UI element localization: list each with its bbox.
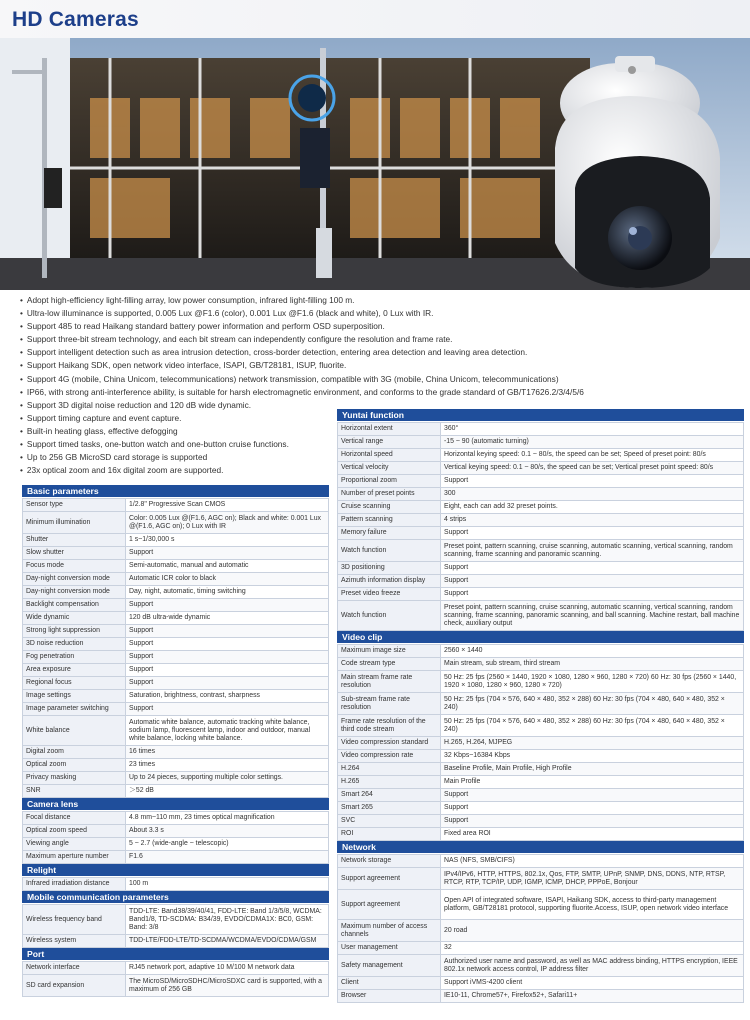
- spec-key: Proportional zoom: [338, 475, 441, 488]
- spec-key: Optical zoom: [23, 759, 126, 772]
- spec-value: Horizontal keying speed: 0.1 ~ 80/s, the speed can be set; Speed of preset point: 80/s: [441, 449, 744, 462]
- spec-value: About 3.3 s: [126, 825, 329, 838]
- spec-key: Digital zoom: [23, 746, 126, 759]
- spec-row: [338, 501, 744, 514]
- spec-row: [23, 746, 329, 759]
- spec-row: [338, 942, 744, 955]
- spec-key: Regional focus: [23, 677, 126, 690]
- spec-value: 120 dB ultra-wide dynamic: [126, 612, 329, 625]
- spec-row: [23, 612, 329, 625]
- feature-item: • Built-in heating glass, effective defogging: [20, 425, 740, 438]
- spec-row: [338, 855, 744, 868]
- spec-key: Viewing angle: [23, 838, 126, 851]
- spec-value: 1/2.8" Progressive Scan CMOS: [126, 499, 329, 512]
- spec-row: [23, 560, 329, 573]
- spec-row: [23, 716, 329, 746]
- spec-row: [23, 677, 329, 690]
- spec-key: Cruise scanning: [338, 501, 441, 514]
- spec-row: [338, 868, 744, 890]
- spec-value: 16 times: [126, 746, 329, 759]
- section-header: Mobile communication parameters: [22, 891, 329, 904]
- spec-row: [23, 935, 329, 948]
- section-header: Video clip: [337, 631, 744, 644]
- hero-illustration: [0, 38, 750, 290]
- spec-row: [23, 534, 329, 547]
- spec-key: Wireless system: [23, 935, 126, 948]
- spec-row: [23, 975, 329, 997]
- spec-key: Memory failure: [338, 527, 441, 540]
- spec-value: 5 ~ 2.7 (wide-angle ~ telescopic): [126, 838, 329, 851]
- spec-row: [23, 838, 329, 851]
- spec-row: [23, 962, 329, 975]
- section-header: Yuntai function: [337, 409, 744, 422]
- spec-value: Support: [126, 651, 329, 664]
- spec-value: Support: [126, 599, 329, 612]
- spec-key: Image parameter switching: [23, 703, 126, 716]
- left-spec-column: [22, 485, 329, 997]
- spec-key: Support agreement: [338, 868, 441, 890]
- spec-value: Support: [126, 664, 329, 677]
- spec-row: [338, 588, 744, 601]
- spec-value: Main Profile: [441, 776, 744, 789]
- spec-row: [23, 512, 329, 534]
- spec-row: [23, 878, 329, 891]
- spec-row: [23, 772, 329, 785]
- spec-value: F1.6: [126, 851, 329, 864]
- spec-value: Support iVMS-4200 client: [441, 977, 744, 990]
- spec-value: Baseline Profile, Main Profile, High Profile: [441, 763, 744, 776]
- spec-key: 3D noise reduction: [23, 638, 126, 651]
- spec-value: Support: [441, 815, 744, 828]
- spec-value: -15 ~ 90 (automatic turning): [441, 436, 744, 449]
- spec-value: Semi-automatic, manual and automatic: [126, 560, 329, 573]
- spec-key: User management: [338, 942, 441, 955]
- section-header: Camera lens: [22, 798, 329, 811]
- spec-value: Saturation, brightness, contrast, sharpness: [126, 690, 329, 703]
- spec-value: 50 Hz: 25 fps (704 × 576, 640 × 480, 352 × 288) 60 Hz: 30 fps (704 × 480, 640 × 480, 352 × 240): [441, 715, 744, 737]
- spec-value: Support: [441, 475, 744, 488]
- spec-key: SNR: [23, 785, 126, 798]
- spec-value: 2560 × 1440: [441, 645, 744, 658]
- spec-row: [338, 562, 744, 575]
- spec-key: Azimuth information display: [338, 575, 441, 588]
- spec-value: Support: [441, 789, 744, 802]
- spec-key: Browser: [338, 990, 441, 1003]
- spec-row: [338, 920, 744, 942]
- spec-key: Main stream frame rate resolution: [338, 671, 441, 693]
- feature-item: • Support 4G (mobile, China Unicom, telecommunications) network transmission, compatible with 3G (mobile, China Unicom, telecommunications): [20, 373, 740, 386]
- spec-row: [338, 750, 744, 763]
- spec-table: [22, 877, 329, 891]
- spec-row: [23, 638, 329, 651]
- spec-row: [338, 955, 744, 977]
- spec-value: Fixed area ROI: [441, 828, 744, 841]
- spec-value: ＞52 dB: [126, 785, 329, 798]
- spec-value: Preset point, pattern scanning, cruise scanning, automatic scanning, vertical scanning, random scanning, frame scanning and panoramic scanning.: [441, 540, 744, 562]
- spec-value: 300: [441, 488, 744, 501]
- spec-key: Frame rate resolution of the third code stream: [338, 715, 441, 737]
- spec-key: Optical zoom speed: [23, 825, 126, 838]
- spec-value: Support: [126, 638, 329, 651]
- spec-row: [23, 703, 329, 716]
- spec-key: Slow shutter: [23, 547, 126, 560]
- spec-row: [338, 802, 744, 815]
- spec-key: Support agreement: [338, 890, 441, 920]
- spec-row: [338, 671, 744, 693]
- spec-table: [337, 422, 744, 631]
- spec-key: Day-night conversion mode: [23, 586, 126, 599]
- spec-key: Privacy masking: [23, 772, 126, 785]
- spec-key: Wireless frequency band: [23, 905, 126, 935]
- feature-item: • Adopt high-efficiency light-filling array, low power consumption, infrared light-filling 100 m.: [20, 294, 740, 307]
- spec-value: TDD-LTE/FDD-LTE/TD-SCDMA/WCDMA/EVDO/CDMA/GSM: [126, 935, 329, 948]
- spec-value: Support: [126, 677, 329, 690]
- feature-item: • Up to 256 GB MicroSD card storage is supported: [20, 451, 740, 464]
- spec-value: 20 road: [441, 920, 744, 942]
- spec-value: 23 times: [126, 759, 329, 772]
- spec-value: Support: [126, 625, 329, 638]
- spec-row: [338, 693, 744, 715]
- spec-value: Vertical keying speed: 0.1 ~ 80/s, the speed can be set; Vertical preset point speed: 80/s: [441, 462, 744, 475]
- spec-table: [337, 854, 744, 1003]
- spec-key: SD card expansion: [23, 975, 126, 997]
- spec-row: [338, 715, 744, 737]
- spec-value: Authorized user name and password, as well as MAC address binding, HTTPS encryption, IEEE 802.1x network access control, IP address filter: [441, 955, 744, 977]
- spec-row: [338, 977, 744, 990]
- spec-key: Sensor type: [23, 499, 126, 512]
- section-header: Relight: [22, 864, 329, 877]
- spec-row: [338, 514, 744, 527]
- spec-value: 100 m: [126, 878, 329, 891]
- spec-row: [338, 462, 744, 475]
- spec-row: [23, 599, 329, 612]
- spec-key: Preset video freeze: [338, 588, 441, 601]
- spec-row: [23, 573, 329, 586]
- spec-key: ROI: [338, 828, 441, 841]
- spec-key: Maximum image size: [338, 645, 441, 658]
- spec-table: [337, 644, 744, 841]
- spec-row: [338, 488, 744, 501]
- spec-key: SVC: [338, 815, 441, 828]
- spec-value: 4.8 mm~110 mm, 23 times optical magnification: [126, 812, 329, 825]
- feature-item: • Support 485 to read Haikang standard battery power information and perform OSD superposition.: [20, 320, 740, 333]
- section-header: Port: [22, 948, 329, 961]
- spec-row: [23, 625, 329, 638]
- spec-value: Automatic white balance, automatic tracking white balance, sodium lamp, fluorescent lamp, indoor and outdoor, manual white balance, locking white balance.: [126, 716, 329, 746]
- spec-key: Minimum illumination: [23, 512, 126, 534]
- spec-row: [23, 905, 329, 935]
- spec-row: [338, 763, 744, 776]
- spec-key: Focus mode: [23, 560, 126, 573]
- spec-key: Infrared irradiation distance: [23, 878, 126, 891]
- spec-value: TDD-LTE: Band38/39/40/41, FDD-LTE: Band 1/3/5/8, WCDMA: Band1/8, TD-SCDMA: B34/39, EVDO/CDMA1X: BC0, GSM: Band: 3/8: [126, 905, 329, 935]
- spec-key: Maximum number of access channels: [338, 920, 441, 942]
- page-title: HD Cameras: [12, 8, 139, 31]
- spec-value: 50 Hz: 25 fps (704 × 576, 640 × 480, 352 × 288) 60 Hz: 30 fps (704 × 480, 640 × 480, 352 × 240): [441, 693, 744, 715]
- spec-row: [338, 890, 744, 920]
- spec-value: NAS (NFS, SMB/CIFS): [441, 855, 744, 868]
- spec-value: 1 s~1/30,000 s: [126, 534, 329, 547]
- spec-row: [23, 812, 329, 825]
- spec-key: H.264: [338, 763, 441, 776]
- feature-item: • Support Haikang SDK, open network video interface, ISAPI, GB/T28181, ISUP, fluorite.: [20, 359, 740, 372]
- spec-value: 32: [441, 942, 744, 955]
- spec-value: Day, night, automatic, timing switching: [126, 586, 329, 599]
- spec-value: Support: [441, 562, 744, 575]
- spec-value: Main stream, sub stream, third stream: [441, 658, 744, 671]
- spec-row: [338, 990, 744, 1003]
- spec-row: [338, 436, 744, 449]
- spec-key: Smart 264: [338, 789, 441, 802]
- spec-key: Video compression rate: [338, 750, 441, 763]
- spec-row: [23, 547, 329, 560]
- page-header: [0, 0, 750, 38]
- spec-row: [23, 825, 329, 838]
- spec-value: Eight, each can add 32 preset points.: [441, 501, 744, 514]
- spec-value: H.265, H.264, MJPEG: [441, 737, 744, 750]
- spec-row: [338, 575, 744, 588]
- spec-row: [338, 658, 744, 671]
- spec-value: Support: [126, 703, 329, 716]
- spec-key: Wide dynamic: [23, 612, 126, 625]
- spec-value: Color: 0.005 Lux @(F1.6, AGC on); Black and white: 0.001 Lux @(F1.6, AGC on); 0 Lux with IR: [126, 512, 329, 534]
- feature-item: • Support timing capture and event capture.: [20, 412, 740, 425]
- feature-item: • Support intelligent detection such as area intrusion detection, cross-border detection, entering area detection and leaving area detection.: [20, 346, 740, 359]
- spec-key: White balance: [23, 716, 126, 746]
- spec-value: Up to 24 pieces, supporting multiple color settings.: [126, 772, 329, 785]
- spec-key: Smart 265: [338, 802, 441, 815]
- spec-row: [23, 499, 329, 512]
- spec-value: IE10-11, Chrome57+, Firefox52+, Safari11+: [441, 990, 744, 1003]
- right-spec-column: [337, 409, 744, 1003]
- spec-key: Safety management: [338, 955, 441, 977]
- spec-value: Support: [441, 575, 744, 588]
- spec-table: [22, 904, 329, 948]
- spec-row: [23, 759, 329, 772]
- spec-row: [338, 449, 744, 462]
- spec-value: The MicroSD/MicroSDHC/MicroSDXC card is supported, with a maximum of 256 GB: [126, 975, 329, 997]
- spec-table: [22, 498, 329, 798]
- spec-row: [23, 664, 329, 677]
- spec-value: Support: [441, 527, 744, 540]
- spec-key: Number of preset points: [338, 488, 441, 501]
- spec-key: Strong light suppression: [23, 625, 126, 638]
- spec-key: Video compression standard: [338, 737, 441, 750]
- spec-row: [23, 586, 329, 599]
- spec-value: 360°: [441, 423, 744, 436]
- spec-key: Day-night conversion mode: [23, 573, 126, 586]
- spec-key: Image settings: [23, 690, 126, 703]
- spec-value: Support: [441, 588, 744, 601]
- spec-value: 50 Hz: 25 fps (2560 × 1440, 1920 × 1080, 1280 × 960, 1280 × 720) 60 Hz: 30 fps (2560 × 1440, 1920 × 1080, 1280 × 960, 1280 × 720): [441, 671, 744, 693]
- spec-table: [22, 811, 329, 864]
- spec-row: [338, 737, 744, 750]
- feature-item: • Support three-bit stream technology, and each bit stream can independently configure the resolution and frame rate.: [20, 333, 740, 346]
- spec-row: [338, 815, 744, 828]
- spec-row: [23, 690, 329, 703]
- spec-key: Network interface: [23, 962, 126, 975]
- spec-row: [338, 475, 744, 488]
- spec-value: Support: [441, 802, 744, 815]
- section-header: Network: [337, 841, 744, 854]
- spec-key: 3D positioning: [338, 562, 441, 575]
- spec-row: [338, 423, 744, 436]
- spec-key: Code stream type: [338, 658, 441, 671]
- spec-row: [338, 789, 744, 802]
- spec-row: [338, 645, 744, 658]
- spec-value: RJ45 network port, adaptive 10 M/100 M network data: [126, 962, 329, 975]
- spec-value: Preset point, pattern scanning, cruise scanning, automatic scanning, vertical scanning, random scanning, frame scanning, panoramic scanning, and ball scanning. Machine restart, ball machine check, auxiliary output: [441, 601, 744, 631]
- spec-row: [338, 601, 744, 631]
- spec-key: Backlight compensation: [23, 599, 126, 612]
- spec-row: [338, 776, 744, 789]
- spec-key: Watch function: [338, 540, 441, 562]
- spec-value: 32 Kbps~16384 Kbps: [441, 750, 744, 763]
- spec-row: [23, 851, 329, 864]
- spec-row: [23, 785, 329, 798]
- spec-row: [23, 651, 329, 664]
- spec-row: [338, 540, 744, 562]
- spec-key: Focal distance: [23, 812, 126, 825]
- feature-item: • 23x optical zoom and 16x digital zoom are supported.: [20, 464, 740, 477]
- feature-item: • IP66, with strong anti-interference ability, is suitable for harsh electromagnetic environment, and conforms to the grade standard of GB/T17626.2/3/4/5/6: [20, 386, 740, 399]
- spec-row: [338, 527, 744, 540]
- spec-key: Pattern scanning: [338, 514, 441, 527]
- feature-item: • Support timed tasks, one-button watch and one-button cruise functions.: [20, 438, 740, 451]
- spec-key: Horizontal extent: [338, 423, 441, 436]
- spec-key: Fog penetration: [23, 651, 126, 664]
- spec-key: Area exposure: [23, 664, 126, 677]
- spec-value: Open API of integrated software, ISAPI, Haikang SDK, access to third-party management platform, GB/T28181 protocol, supporting fluorite.Access, ISUP, open network video interface: [441, 890, 744, 920]
- spec-key: Horizontal speed: [338, 449, 441, 462]
- spec-key: Maximum aperture number: [23, 851, 126, 864]
- spec-table: [22, 961, 329, 997]
- spec-key: Network storage: [338, 855, 441, 868]
- spec-key: Sub-stream frame rate resolution: [338, 693, 441, 715]
- spec-key: Vertical range: [338, 436, 441, 449]
- spec-value: IPv4/IPv6, HTTP, HTTPS, 802.1x, Qos, FTP, SMTP, UPnP, SNMP, DNS, DDNS, NTP, RTSP, RTCP, RTP, TCP/IP, UDP, IGMP, ICMP, DHCP, PPPoE, Bonjour: [441, 868, 744, 890]
- spec-key: Client: [338, 977, 441, 990]
- spec-key: Vertical velocity: [338, 462, 441, 475]
- spec-value: Automatic ICR color to black: [126, 573, 329, 586]
- spec-value: 4 strips: [441, 514, 744, 527]
- feature-item: • Ultra-low illuminance is supported, 0.005 Lux @F1.6 (color), 0.001 Lux @F1.6 (black and white), 0 Lux with IR.: [20, 307, 740, 320]
- spec-key: Watch function: [338, 601, 441, 631]
- section-header: Basic parameters: [22, 485, 329, 498]
- feature-item: • Support 3D digital noise reduction and 120 dB wide dynamic.: [20, 399, 740, 412]
- hero-image: [0, 38, 750, 290]
- spec-key: Shutter: [23, 534, 126, 547]
- spec-row: [338, 828, 744, 841]
- spec-key: H.265: [338, 776, 441, 789]
- spec-value: Support: [126, 547, 329, 560]
